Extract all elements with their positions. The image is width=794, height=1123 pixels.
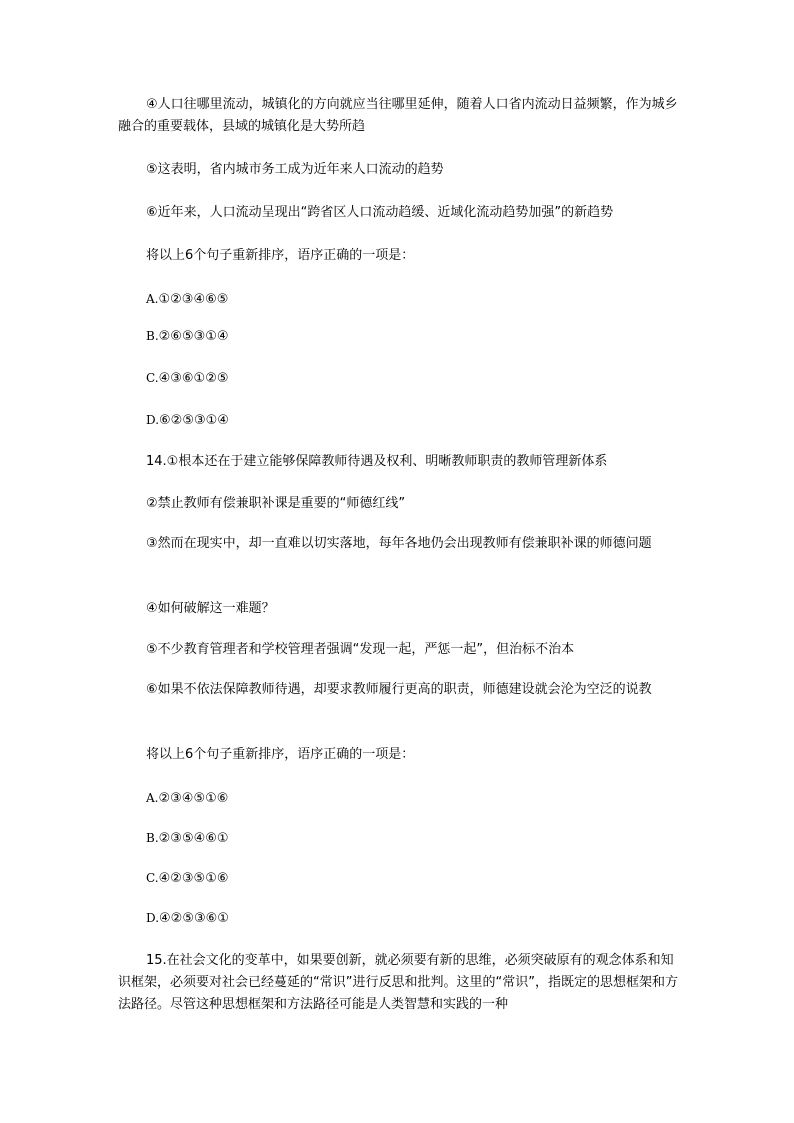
q14-prompt: 将以上6个句子重新排序，语序正确的一项是： — [146, 747, 415, 762]
q13-option-a — [146, 288, 228, 311]
q14-sentence-1: 14.①根本还在于建立能够保障教师待遇及权利、明晰教师职责的教师管理新体系 — [146, 454, 608, 469]
option-text: ⑥②⑤③①④ — [159, 413, 229, 428]
option-text: ④③⑥①②⑤ — [158, 371, 229, 386]
option-text: ①②③④⑥⑤ — [158, 292, 229, 307]
q14-sentence-5: ⑤不少教育管理者和学校管理者强调“发现一起，严惩一起”，但治标不治本 — [146, 642, 575, 657]
option-letter: D. — [146, 413, 160, 427]
option-text: ④②③⑤①⑥ — [158, 871, 229, 886]
option-letter: A. — [146, 791, 159, 805]
q14-sentence-6: ⑥如果不依法保障教师待遇，却要求教师履行更高的职责，师德建设就会沦为空泛的说教 — [146, 682, 652, 697]
q14-option-b — [146, 827, 229, 850]
q15-text: 15.在社会文化的变革中，如果要创新，就必须要有新的思维，必须突破原有的观念体系和知识框架，必须要对社会已经蔓延的“常识”进行反思和批判。这里的“常识”，指既定的思想框架和方法路径。尽管这种思想框架和方法路径可能是人类智慧和实践的一种 — [118, 953, 678, 1012]
option-letter: B. — [146, 329, 159, 343]
option-text: ②⑥⑤③①④ — [158, 329, 229, 344]
q13-option-d — [146, 409, 229, 432]
option-text: ②③④⑤①⑥ — [158, 791, 229, 806]
q14-sentence-2: ②禁止教师有偿兼职补课是重要的“师德红线” — [146, 496, 406, 511]
q14-sentence-3: ③然而在现实中，却一直难以切实落地，每年各地仍会出现教师有偿兼职补课的师德问题 — [146, 536, 652, 551]
q13-sentence-4: ④人口往哪里流动，城镇化的方向就应当往哪里延伸，随着人口省内流动日益频繁，作为城乡融合的重要载体，县域的城镇化是大势所趋 — [118, 97, 678, 134]
q14-option-a — [146, 787, 228, 810]
q13-option-c — [146, 367, 229, 390]
option-letter: B. — [146, 831, 159, 845]
option-letter: C. — [146, 371, 159, 385]
q13-sentence-5: ⑤这表明，省内城市务工成为近年来人口流动的趋势 — [146, 162, 444, 177]
q13-sentence-6: ⑥近年来，人口流动呈现出“跨省区人口流动趋缓、近域化流动趋势加强”的新趋势 — [146, 205, 614, 220]
option-letter: D. — [146, 911, 160, 925]
option-text: ②③⑤④⑥① — [158, 831, 229, 846]
q14-sentence-4: ④如何破解这一难题？ — [146, 601, 275, 616]
q14-option-c — [146, 867, 229, 890]
q13-prompt: 将以上6个句子重新排序，语序正确的一项是： — [146, 248, 415, 263]
option-letter: C. — [146, 871, 159, 885]
option-text: ④②⑤③⑥① — [159, 911, 229, 926]
option-letter: A. — [146, 292, 159, 306]
q14-option-d — [146, 907, 229, 930]
q13-option-b — [146, 325, 229, 348]
